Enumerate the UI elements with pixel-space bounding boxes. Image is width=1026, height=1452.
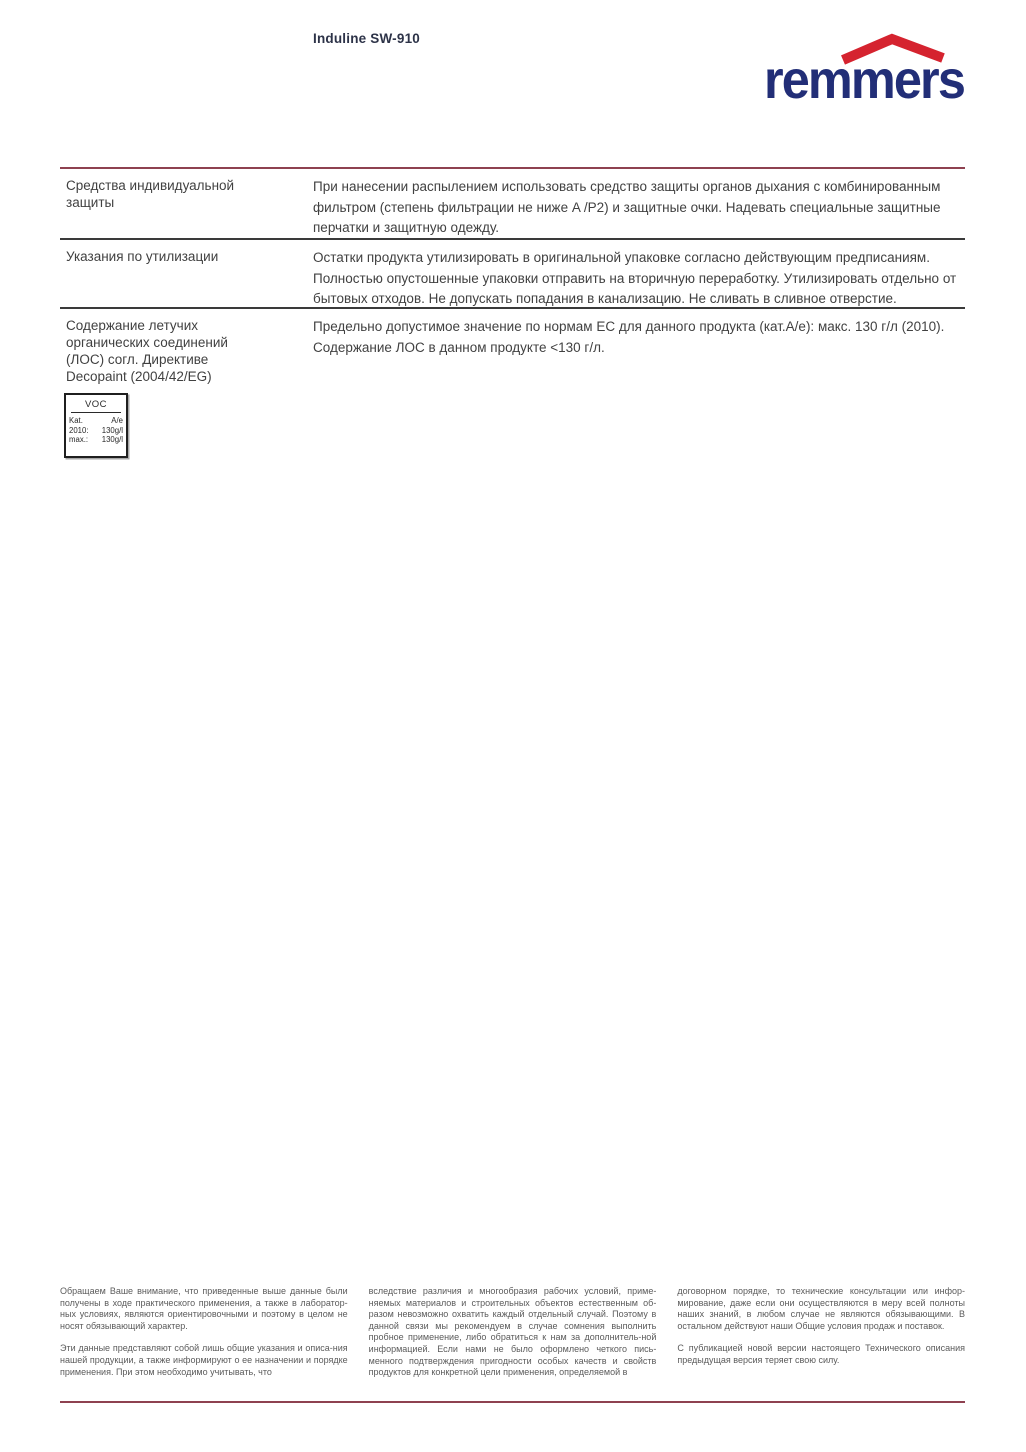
footer-paragraph: С публикацией новой версии настоящего Технического описания предыдущая версия теряет свою силу.: [677, 1343, 966, 1365]
footer-column-1: [60, 1286, 348, 1390]
footer-column-2: [369, 1286, 657, 1390]
section-left-cell: [60, 317, 313, 458]
footer-paragraph: договорном порядке, то технические консультации или инфор-мирование, даже если они осуществляются в меру всей полноты наших знаний, в любом случае не являются обязывающими. В остальном действуют наши Общие условия продаж и поставок.: [677, 1286, 966, 1331]
footer-legal-text: [60, 1286, 965, 1390]
page-title: Induline SW-910: [313, 31, 420, 46]
section-personal-protection: [60, 167, 965, 238]
remmers-logo-graphic: [763, 30, 965, 108]
data-sheet-sections: [60, 167, 965, 458]
voc-row-value: 130g/l: [101, 425, 123, 435]
voc-row-label: max.:: [69, 435, 89, 445]
section-voc-content: [60, 307, 965, 458]
voc-box-title: VOC: [71, 399, 121, 413]
footer-paragraph: Эти данные представляют собой лишь общие указания и описа-ния нашей продукции, а также информируют о ее назначении и порядке применения. При этом необходимо учитывать, что: [60, 1343, 348, 1377]
bottom-page-rule: [60, 1401, 965, 1403]
section-body: Остатки продукта утилизировать в оригинальной упаковке согласно действующим предписаниям. Полностью опустошенные упаковки отправить на вторичную переработку. Утилизировать отдельно от бытовых отходов. Не допускать попадания в канализацию. Не сливать в сливное отверстие.: [313, 250, 957, 306]
section-body: При нанесении распылением использовать средство защиты органов дыхания с комбинированным фильтром (степень фильтрации не ниже A /P2) и защитные очки. Надевать специальные защитные перчатки и защитную одежду.: [313, 179, 941, 235]
voc-row: [69, 426, 123, 436]
voc-row: [69, 435, 123, 445]
voc-row: [69, 416, 123, 426]
voc-row-value: 130g/l: [101, 435, 123, 445]
voc-row-value: A/e: [111, 416, 123, 425]
remmers-logo: [763, 30, 965, 108]
section-heading: Указания по утилизации: [66, 249, 219, 264]
logo-wordmark: remmers: [764, 50, 964, 108]
footer-paragraph: Обращаем Ваше внимание, что приведенные выше данные были получены в ходе практического применения, а также в лаборатор-ных условиях, являются ориентировочными и поэтому в целом не носят обязывающий характер.: [60, 1286, 348, 1331]
section-disposal: [60, 238, 965, 307]
voc-row-label: 2010:: [69, 425, 89, 435]
section-heading: Средства индивидуальной защиты: [66, 178, 235, 210]
section-body: Предельно допустимое значение по нормам ЕС для данного продукта (кат.А/е): макс. 130 г/л (2010). Содержание ЛОС в данном продукте <130 г/л.: [313, 319, 945, 355]
section-heading: Содержание летучих органических соединений (ЛОС) согл. Директиве Decopaint (2004/42/EG): [66, 318, 228, 384]
voc-label-box: [64, 393, 128, 458]
footer-paragraph: вследствие различия и многообразия рабочих условий, приме-няемых материалов и строительных объектов естественным об-разом невозможно охватить каждый отдельный случай. Поэтому в данной связи мы рекомендуем в случае сомнения выполнить пробное применение, либо обратиться к нам за дополнитель-ной информацией. Если нами не было оформлено четкого пись-менного подтверждения пригодности особых качеств и свойств продуктов для конкретной цели применения, определяемой в: [368, 1286, 657, 1378]
footer-column-3: [677, 1286, 965, 1390]
voc-row-label: Kat.: [69, 416, 83, 425]
